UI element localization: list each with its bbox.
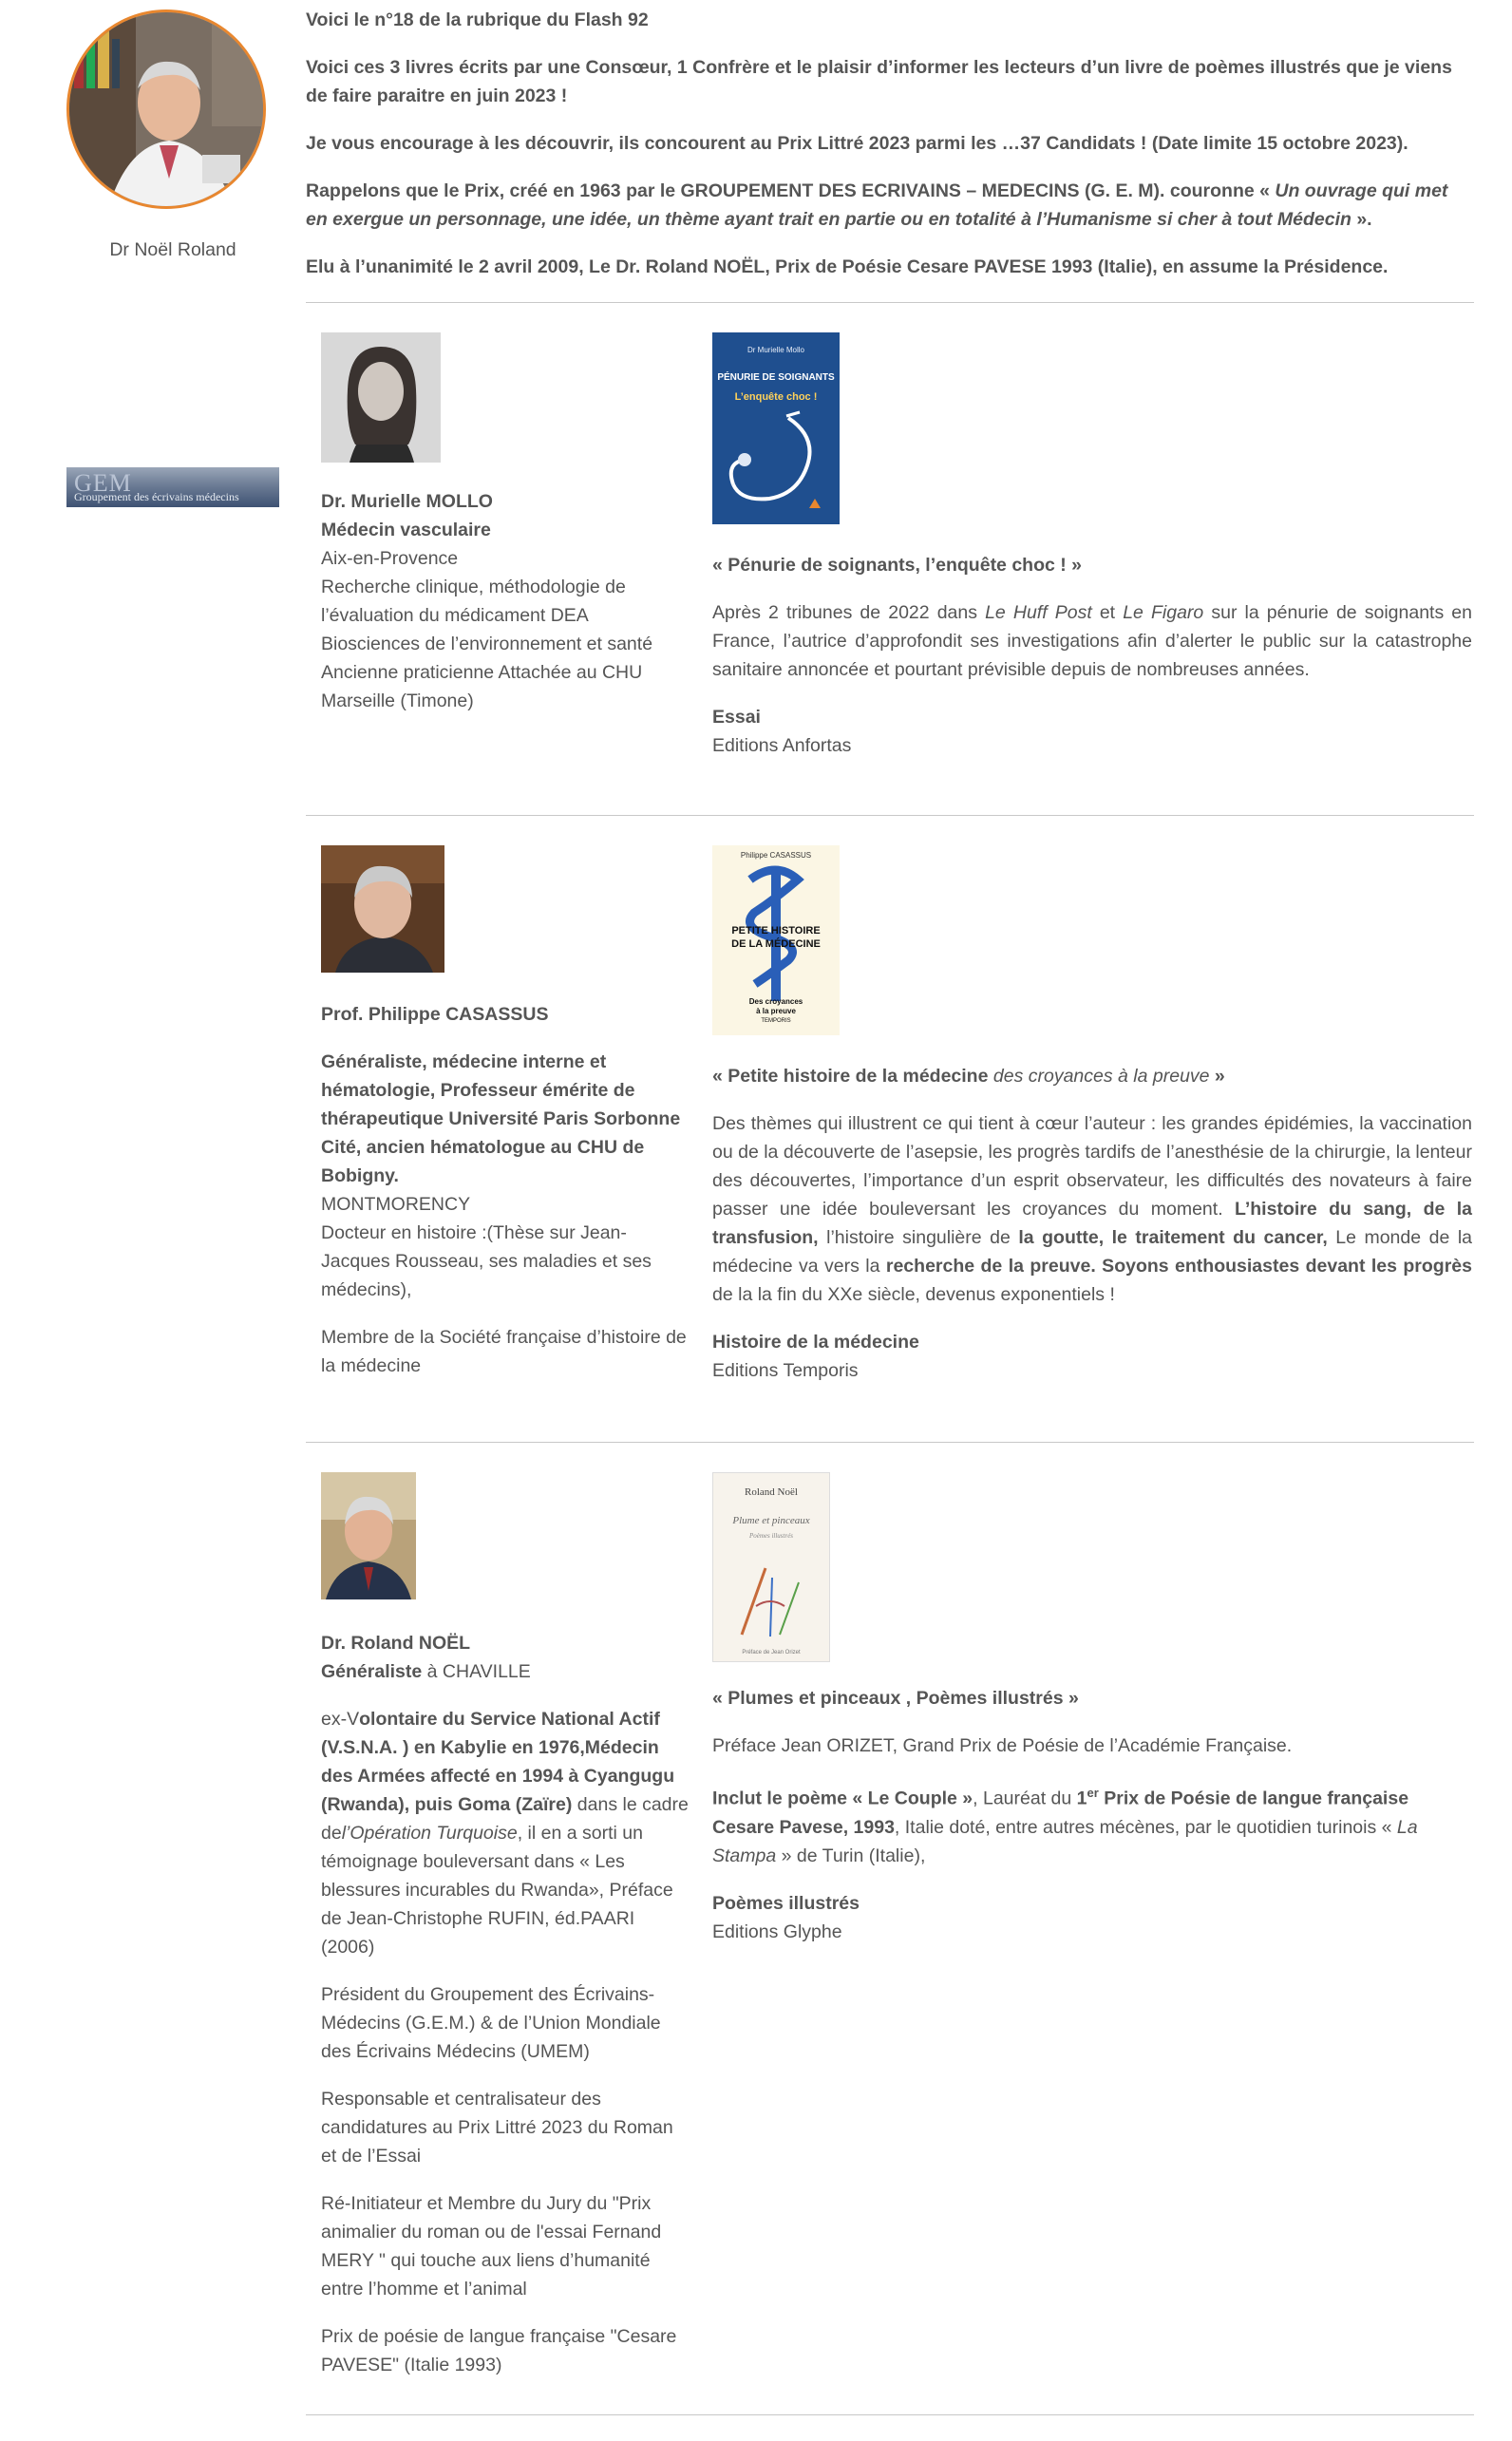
mollo-bio — [321, 487, 691, 715]
plumes-inc-italic: La Stampa — [712, 1816, 1418, 1866]
plumes-publisher: Editions Glyphe — [712, 1921, 842, 1942]
cover-plumes-preface: Préface de Jean Orizet — [742, 1650, 801, 1656]
noel-specialty — [321, 1657, 691, 1686]
intro-p4-text: Rappelons que le Prix, créé en 1963 par le GROUPEMENT DES ECRIVAINS – MEDECINS (G. E. M). couronne « — [306, 180, 1276, 201]
cover-histoire-subtitle — [712, 997, 840, 1026]
cover-penurie-title: PÉNURIE DE SOIGNANTS — [717, 372, 835, 383]
histoire-publisher: Editions Temporis — [712, 1360, 859, 1381]
histoire-details — [712, 1062, 1472, 1385]
histoire-title-end: » — [1209, 1066, 1225, 1087]
mollo-bio-line: Recherche clinique, méthodologie de — [321, 577, 626, 597]
casassus-bio-line: médecins), — [321, 1279, 412, 1300]
gem-logo-acronym: GEM — [74, 469, 132, 497]
divider-4 — [306, 2414, 1474, 2415]
histoire-desc-text: Des thèmes qui illustrent ce qui tient à cœur l’auteur : les grandes épidémies, la vaccination ou de la découverte de l’asepsie, les progrès tardifs de l’anesthésie de la chirurgie, la lenteur des découvertes, l’importance d’un esprit observateur, les difficultés des novateurs à faire passer une idée bouleversant les croyances du moment. — [712, 1113, 1472, 1220]
divider-2 — [306, 815, 1474, 816]
plumes-inc-text: » de Turin (Italie), — [776, 1845, 926, 1866]
intro-paragraph-4 — [306, 177, 1474, 234]
casassus-bio-line: MONTMORENCY — [321, 1194, 471, 1215]
histoire-title-italic: des croyances à la preuve — [992, 1066, 1210, 1087]
gem-logo[interactable] — [66, 467, 279, 507]
penurie-desc-text: Après 2 tribunes de 2022 dans — [712, 602, 986, 623]
casassus-name: Prof. Philippe CASASSUS — [321, 1004, 549, 1025]
casassus-bio — [321, 1000, 691, 1380]
histoire-book-title — [712, 1062, 1472, 1090]
noel-volunteer-text: dans le cadre de — [321, 1794, 689, 1844]
cover-plumes[interactable] — [712, 1472, 830, 1662]
divider-3 — [306, 1442, 1474, 1443]
mollo-name: Dr. Murielle MOLLO — [321, 491, 493, 512]
histoire-desc-text: de la la fin du XXe siècle, devenus exponentiels ! — [712, 1284, 1115, 1305]
noel-name: Dr. Roland NOËL — [321, 1633, 471, 1654]
plumes-inc-text: , Lauréat du — [973, 1788, 1077, 1809]
histoire-title-text: « Petite histoire de la médecine — [712, 1066, 993, 1087]
plumes-details — [712, 1684, 1472, 1946]
cover-penurie-subtitle: L’enquête choc ! — [734, 391, 818, 403]
histoire-desc-text: Le monde de la médecine va vers la — [712, 1227, 1472, 1277]
author-photo — [66, 9, 266, 209]
mollo-portrait — [321, 332, 441, 463]
intro-section — [306, 6, 1474, 300]
cover-histoire-sub-line: Des croyances — [748, 997, 803, 1006]
plumes-inc-bold: Inclut le poème « Le Couple » — [712, 1788, 973, 1809]
histoire-desc-bold: L’histoire du sang, de la transfusion, — [712, 1199, 1472, 1248]
penurie-genre: Essai — [712, 707, 761, 728]
plumes-inc-text: , Italie doté, entre autres mécènes, par le quotidien turinois « — [894, 1816, 1397, 1838]
gem-logo-subtitle: Groupement des écrivains médecins — [74, 490, 239, 503]
plumes-includes — [712, 1779, 1472, 1870]
cover-histoire-title-line: PETITE HISTOIRE — [731, 925, 821, 937]
author-name: Dr Noël Roland — [109, 239, 236, 260]
intro-paragraph-3: Je vous encourage à les découvrir, ils concourent au Prix Littré 2023 parmi les …37 Candidats ! (Date limite 15 octobre 2023). — [306, 133, 1408, 154]
author-portrait-image — [69, 12, 266, 209]
intro-p4-quote: Un ouvrage qui met en exergue un personnage, une idée, un thème ayant trait en partie ou en totalité à l’Humanisme si cher à tout Médecin — [306, 180, 1448, 230]
cover-penurie-author: Dr Murielle Mollo — [747, 346, 804, 354]
mollo-bio-line: l’évaluation du médicament DEA — [321, 605, 589, 626]
noel-volunteer-italic: l’Opération Turquoise — [341, 1823, 518, 1844]
penurie-desc-figaro: Le Figaro — [1123, 602, 1204, 623]
casassus-membership: Membre de la Société française d’histoire de la médecine — [321, 1327, 687, 1376]
cover-histoire-author: Philippe CASASSUS — [740, 851, 812, 860]
cover-histoire-title-line: DE LA MÉDECINE — [731, 938, 821, 950]
plumes-preface: Préface Jean ORIZET, Grand Prix de Poésie de l’Académie Française. — [712, 1735, 1293, 1756]
noel-president: Président du Groupement des Écrivains-Médecins (G.E.M.) & de l’Union Mondiale des Écrivains Médecins (UMEM) — [321, 1984, 661, 2062]
noel-volunteer-bold: olontaire du Service National Actif (V.S.N.A. ) en Kabylie en 1976,Médecin des Armées affecté en 1994 à Cyangugu (Rwanda), puis Goma (Zaïre) — [321, 1709, 675, 1815]
casassus-titles: Généraliste, médecine interne et hématologie, Professeur émérite de thérapeutique Université Paris Sorbonne Cité, ancien hématologue au CHU de Bobigny. — [321, 1051, 681, 1186]
noel-portrait — [321, 1472, 416, 1599]
noel-prize: Prix de poésie de langue française "Cesare PAVESE" (Italie 1993) — [321, 2326, 677, 2375]
penurie-details — [712, 551, 1472, 760]
plumes-genre: Poèmes illustrés — [712, 1892, 860, 1914]
intro-paragraph-5: Elu à l’unanimité le 2 avril 2009, Le Dr. Roland NOËL, Prix de Poésie Cesare PAVESE 1993 (Italie), en assume la Présidence. — [306, 256, 1389, 277]
stethoscope-icon — [712, 408, 840, 524]
cover-penurie[interactable] — [712, 332, 840, 524]
divider-1 — [306, 302, 1474, 303]
casassus-bio-line: Jacques Rousseau, ses maladies et ses — [321, 1251, 652, 1272]
cover-histoire-sub-line: à la preuve — [756, 1007, 796, 1015]
noel-responsible: Responsable et centralisateur des candidatures au Prix Littré 2023 du Roman et de l’Essai — [321, 2089, 673, 2167]
histoire-genre: Histoire de la médecine — [712, 1332, 919, 1353]
penurie-desc-text: sur la pénurie de soignants en France, l’autrice d’approfondit ses investigations afin d’alerter le public sur la catastrophe sanitaire annoncée et pourtant prévisible depuis de nombreuses années. — [712, 602, 1472, 680]
cover-plumes-subtitle: Poèmes illustrés — [748, 1532, 794, 1540]
plumes-inc-bold: 1 — [1076, 1788, 1087, 1809]
histoire-desc-bold: la goutte, le traitement du cancer, — [1018, 1227, 1328, 1248]
noel-volunteer — [321, 1705, 691, 1961]
mollo-specialty: Médecin vasculaire — [321, 520, 491, 540]
cover-histoire-title — [712, 924, 840, 951]
casassus-portrait — [321, 845, 444, 973]
cover-plumes-author: Roland Noël — [745, 1486, 798, 1498]
cover-plumes-title: Plume et pinceaux — [732, 1515, 810, 1526]
intro-paragraph-2: Voici ces 3 livres écrits par une Consœur, 1 Confrère et le plaisir d’informer les lecteurs d’un livre de poèmes illustrés que je viens de faire paraitre en juin 2023 ! — [306, 57, 1452, 106]
noel-jury: Ré-Initiateur et Membre du Jury du "Prix animalier du roman ou de l'essai Fernand MERY " qui touche aux liens d’humanité entre l’homme et l’animal — [321, 2193, 662, 2299]
cover-petite-histoire[interactable] — [712, 845, 840, 1035]
mollo-bio-line: Aix-en-Provence — [321, 548, 459, 569]
penurie-desc-text: et — [1091, 602, 1124, 623]
brushes-icon — [713, 1549, 830, 1644]
cover-histoire-publisher: TEMPORIS — [761, 1018, 791, 1024]
plumes-book-title: « Plumes et pinceaux , Poèmes illustrés » — [712, 1688, 1079, 1709]
histoire-description — [712, 1109, 1472, 1309]
intro-p4-end: ». — [1351, 209, 1372, 230]
noel-volunteer-text: , il en a sorti un témoignage bouleversant dans « Les blessures incurables du Rwanda», Préface de Jean-Christophe RUFIN, éd.PAARI (2006) — [321, 1823, 673, 1958]
histoire-desc-text: l’histoire singulière de — [818, 1227, 1019, 1248]
noel-bio — [321, 1629, 691, 2379]
mollo-bio-line: Biosciences de l’environnement et santé — [321, 634, 653, 654]
mollo-bio-line: Marseille (Timone) — [321, 691, 474, 711]
penurie-book-title: « Pénurie de soignants, l’enquête choc ! » — [712, 555, 1083, 576]
intro-paragraph-1: Voici le n°18 de la rubrique du Flash 92 — [306, 9, 649, 30]
casassus-bio-line: Docteur en histoire :(Thèse sur Jean- — [321, 1222, 627, 1243]
penurie-description — [712, 598, 1472, 684]
plumes-inc-bold: Prix de Poésie de langue française Cesare Pavese, 1993 — [712, 1788, 1409, 1838]
noel-volunteer-text: ex-V — [321, 1709, 360, 1730]
noel-specialty-city: à CHAVILLE — [422, 1661, 531, 1682]
noel-specialty-bold: Généraliste — [321, 1661, 423, 1682]
penurie-publisher: Editions Anfortas — [712, 735, 852, 756]
plumes-inc-sup: er — [1087, 1786, 1099, 1800]
mollo-bio-line: Ancienne praticienne Attachée au CHU — [321, 662, 643, 683]
penurie-desc-huffpost: Le Huff Post — [985, 602, 1092, 623]
histoire-desc-bold: recherche de la preuve. Soyons enthousiastes devant les progrès — [885, 1256, 1472, 1277]
